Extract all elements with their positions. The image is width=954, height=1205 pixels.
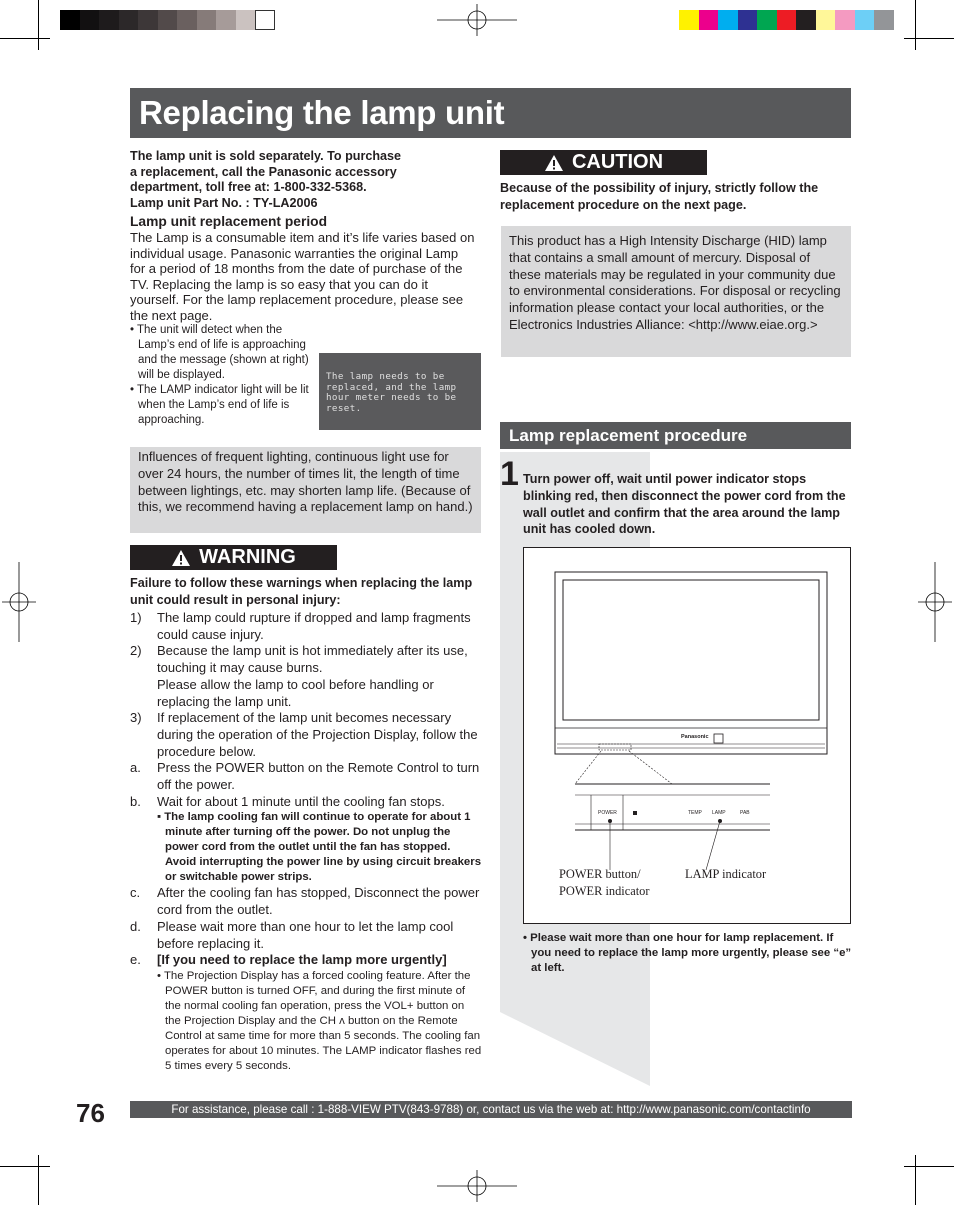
page-title: Replacing the lamp unit [139, 94, 505, 131]
power-indicator-label: POWER button/ POWER indicator [559, 867, 650, 898]
crop-mark [0, 1166, 50, 1167]
lamp-life-note: Influences of frequent lighting, continuous light use for over 24 hours, the number of times lit, the length of time between lightings, etc. may shorten lamp life. (Because of this, we recommend having a replacement lamp on hand.) [130, 447, 481, 533]
list-item: • The LAMP indicator light will be lit when the Lamp’s end of life is approaching. [130, 384, 309, 426]
warning-label-text: WARNING [199, 546, 296, 568]
list-item: a. Press the POWER button on the Remote Control to turn off the power. [130, 760, 480, 793]
replacement-period-heading: Lamp unit replacement period [130, 214, 328, 229]
purchase-info: The lamp unit is sold separately. To purchase a replacement, call the Panasonic accessory department, toll free at: 1-800-332-5368. Lamp unit Part No. : TY-LA2006 [130, 149, 402, 210]
list-item: e. [If you need to replace the lamp more urgently] [130, 952, 447, 968]
process-color-bar [679, 10, 894, 30]
crop-mark [38, 0, 39, 50]
title-bar [130, 88, 851, 138]
screen-message: The lamp needs to be replaced, and the lamp hour meter needs to be reset. [326, 371, 457, 414]
footer-assistance: For assistance, please call : 1-888-VIEW PTV(843-9788) or, contact us via the web at: http://www.panasonic.com/contactinfo [130, 1101, 852, 1118]
crop-mark [915, 0, 916, 50]
forced-cooling-note: • The Projection Display has a forced cooling feature. After the POWER button is turned OFF, and during the first minute of the normal cooling fan operation, press the VOL+ button on the Projection Display and the CH ʌ button on the Remote Control at same time for more than 5 seconds. The cooling fan operates for about 10 minutes. The LAMP indicator flashes red 5 times every 5 seconds. [157, 969, 482, 1072]
caution-label-text: CAUTION [571, 151, 664, 173]
crop-mark [904, 38, 954, 39]
tv-front-panel-diagram [523, 547, 851, 924]
grayscale-color-bar [60, 10, 275, 30]
list-item: 2) Because the lamp unit is hot immediately after its use, touching it may cause burns. Please allow the lamp to cool before handling or replacing the lamp unit. [130, 643, 468, 709]
brand-logo: Panasonic [681, 734, 709, 740]
registration-mark-left [2, 562, 36, 642]
warning-intro: Failure to follow these warnings when replacing the lamp unit could result in personal injury: [130, 576, 473, 607]
replacement-period-paragraph: The Lamp is a consumable item and it’s life varies based on individual usage. Panasonic warranties the original Lamp for a period of 18 months from the date of purchase of the TV. Replacing the lamp is so easy that you can do it yourself. For the lamp replacement procedure, please see the next page. [130, 230, 475, 323]
procedure-heading: Lamp replacement procedure [500, 422, 851, 449]
crop-mark [38, 1155, 39, 1205]
step-text: Turn power off, wait until power indicator stops blinking red, then disconnect the power cord from the wall outlet and confirm that the area around the lamp unit has cooled down. [523, 472, 846, 537]
list-item: b. Wait for about 1 minute until the cooling fan stops. [130, 793, 445, 809]
crop-mark [904, 1166, 954, 1167]
cooling-fan-note: ▪ The lamp cooling fan will continue to operate for about 1 minute after turning off the power. Do not unplug the power cord from the outlet until the fan has stopped. Avoid interrupting the power line by using circuit breakers or switchable power strips. [157, 811, 482, 884]
registration-mark-bottom [437, 1170, 517, 1202]
step-note: • Please wait more than one hour for lamp replacement. If you need to replace the lamp more urgently, please see “e” at left. [523, 932, 852, 974]
caution-text: Because of the possibility of injury, strictly follow the replacement procedure on the next page. [500, 181, 819, 212]
warning-triangle-icon [544, 154, 564, 172]
screen-message-display [319, 353, 481, 430]
warning-label [130, 545, 337, 570]
step-number: 1 [500, 455, 519, 493]
panel-label-pab: PAB [740, 810, 750, 816]
caution-label [500, 150, 707, 175]
panel-label-power: POWER [598, 810, 617, 816]
panel-label-temp: TEMP [688, 810, 702, 816]
list-item: 3) If replacement of the lamp unit becomes necessary during the operation of the Projection Display, follow the procedure below. [130, 710, 478, 759]
page-number: 76 [76, 1098, 105, 1128]
hid-disposal-note: This product has a High Intensity Discharge (HID) lamp that contains a small amount of mercury. Disposal of these materials may be regulated in your community due to environmental considerations. For disposal or recycling information please contact your local authorities, or the Electronics Industries Alliance: <http://www.eiae.org.> [501, 226, 851, 357]
warning-triangle-icon [171, 549, 191, 567]
crop-mark [915, 1155, 916, 1205]
panel-label-lamp: LAMP [712, 810, 726, 816]
replacement-period-bullets [130, 323, 315, 428]
list-item: c. After the cooling fan has stopped, Disconnect the power cord from the outlet. [130, 885, 480, 918]
registration-mark-top [437, 4, 517, 36]
crop-mark [0, 38, 50, 39]
list-item: 1) The lamp could rupture if dropped and lamp fragments could cause injury. [130, 610, 471, 642]
warning-list [130, 610, 482, 1074]
registration-mark-right [918, 562, 952, 642]
list-item: d. Please wait more than one hour to let the lamp cool before replacing it. [130, 918, 454, 951]
list-item: • The unit will detect when the Lamp’s end of life is approaching and the message (shown at right) will be displayed. [130, 324, 309, 381]
lamp-indicator-label: LAMP indicator [685, 867, 767, 881]
